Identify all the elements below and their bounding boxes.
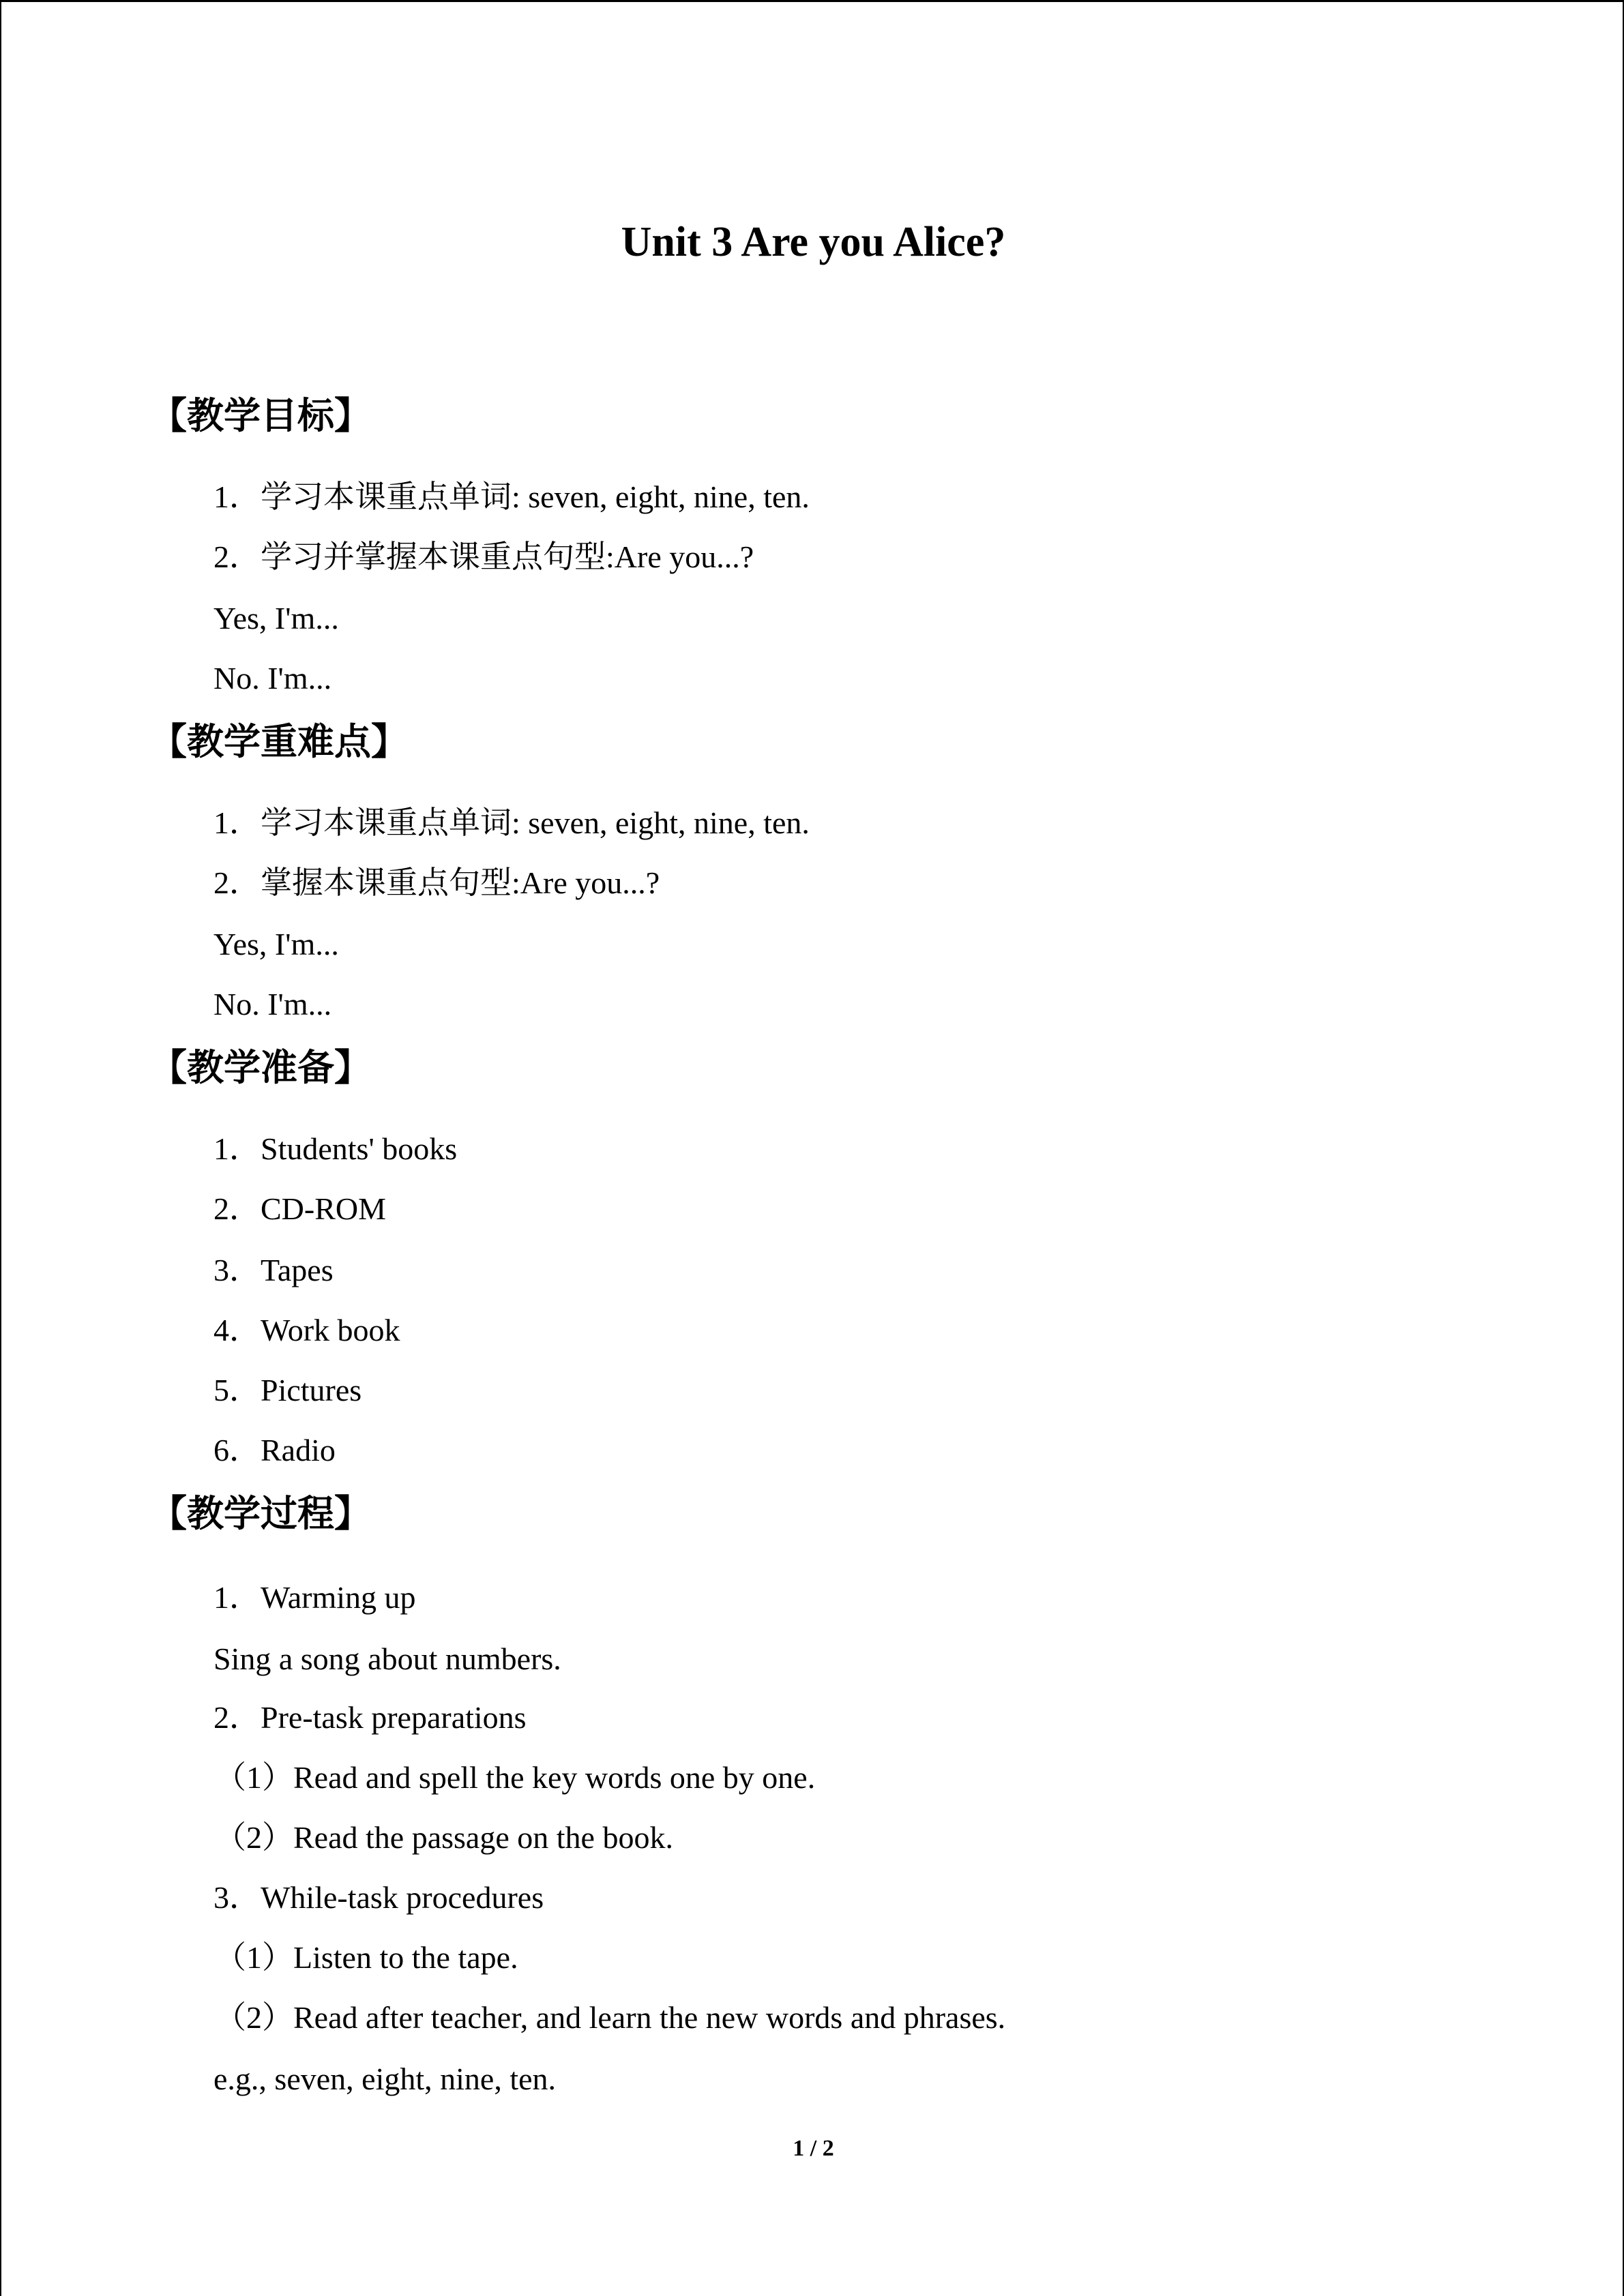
document-title: Unit 3 Are you Alice?: [621, 219, 1006, 265]
section-heading-teaching-process: 【教学过程】: [150, 1492, 371, 1535]
list-item: 6．Radio: [213, 1433, 336, 1467]
list-item: 5．Pictures: [213, 1373, 362, 1407]
list-item: e.g., seven, eight, nine, ten.: [213, 2061, 557, 2096]
list-item: 1．学习本课重点单词: seven, eight, nine, ten.: [213, 479, 810, 514]
list-item: 3．While-task procedures: [213, 1880, 544, 1915]
page-number: 1 / 2: [793, 2136, 834, 2161]
list-item: 1．Students' books: [213, 1131, 458, 1166]
section-heading-teaching-preparation: 【教学准备】: [150, 1046, 371, 1089]
list-item: 2．Pre-task preparations: [213, 1700, 527, 1735]
list-item: Yes, I'm...: [213, 927, 339, 961]
list-item: No. I'm...: [213, 987, 332, 1022]
list-item: No. I'm...: [213, 661, 332, 696]
list-item: 1．学习本课重点单词: seven, eight, nine, ten.: [213, 805, 810, 840]
list-item: （2）Read the passage on the book.: [215, 1820, 673, 1855]
list-item: Yes, I'm...: [213, 601, 339, 636]
list-item: 2．学习并掌握本课重点句型:Are you...?: [213, 539, 754, 574]
list-item: （1）Read and spell the key words one by one.: [215, 1760, 816, 1795]
list-item: 3．Tapes: [213, 1253, 334, 1287]
list-item: 1．Warming up: [213, 1580, 416, 1615]
section-heading-teaching-objectives: 【教学目标】: [150, 394, 371, 437]
list-item: 2．掌握本课重点句型:Are you...?: [213, 865, 660, 900]
list-item: Sing a song about numbers.: [213, 1641, 561, 1676]
list-item: （1）Listen to the tape.: [215, 1940, 518, 1975]
list-item: 4．Work book: [213, 1313, 400, 1347]
list-item: （2）Read after teacher, and learn the new words and phrases.: [215, 2000, 1006, 2035]
list-item: 2．CD-ROM: [213, 1191, 387, 1226]
section-heading-key-difficult-points: 【教学重难点】: [150, 720, 408, 763]
